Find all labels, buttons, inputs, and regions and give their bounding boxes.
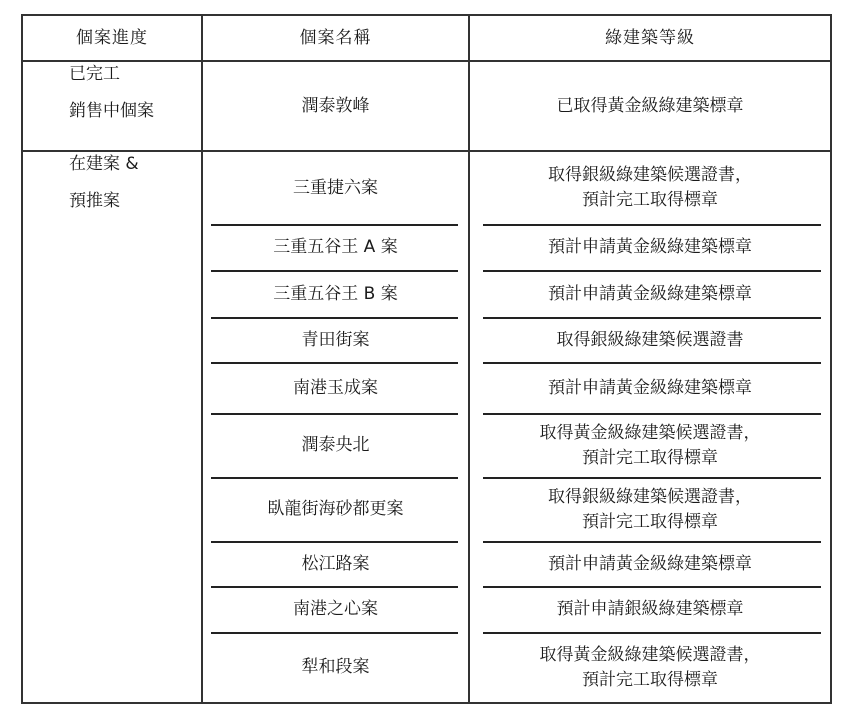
status-in-progress bbox=[69, 152, 199, 702]
grade-line: 取得銀級綠建築候選證書， bbox=[548, 486, 752, 507]
status-line: 銷售中個案 bbox=[69, 101, 154, 121]
header-status: 個案進度 bbox=[76, 27, 148, 48]
green-grade-cell: 已取得黃金級綠建築標章 bbox=[556, 95, 744, 116]
green-grade-cell: 預計申請銀級綠建築標章 bbox=[556, 599, 744, 619]
green-grade-cell: 預計申請黃金級綠建築標章 bbox=[548, 377, 752, 398]
project-name-cell: 三重五谷王 B 案 bbox=[273, 283, 398, 304]
grade-line: 預計完工取得標章 bbox=[582, 669, 718, 690]
green-building-table bbox=[21, 14, 832, 704]
green-grade-cell: 預計申請黃金級綠建築標章 bbox=[548, 553, 752, 574]
green-grade-cell: 取得銀級綠建築候選證書 bbox=[556, 329, 744, 350]
green-grade-cell: 預計申請黃金級綠建築標章 bbox=[548, 283, 752, 304]
status-line: 已完工 bbox=[69, 64, 120, 84]
green-grade-cell bbox=[470, 414, 830, 477]
green-grade-cell: 預計申請黃金級綠建築標章 bbox=[548, 237, 752, 257]
header-green-grade: 綠建築等級 bbox=[605, 27, 695, 48]
project-name-cell: 青田街案 bbox=[301, 329, 370, 350]
grade-line: 預計完工取得標章 bbox=[582, 190, 718, 210]
grade-line: 取得黃金級綠建築候選證書， bbox=[539, 644, 761, 665]
grade-line: 取得黃金級綠建築候選證書， bbox=[539, 422, 761, 443]
project-name-cell: 南港之心案 bbox=[293, 599, 378, 619]
project-name-cell: 潤泰敦峰 bbox=[301, 95, 370, 116]
grade-line: 預計完工取得標章 bbox=[582, 511, 718, 532]
project-name-cell: 三重五谷王 A 案 bbox=[273, 237, 398, 257]
green-grade-cell bbox=[470, 478, 830, 541]
status-line: 在建案 & bbox=[69, 154, 139, 174]
status-completed bbox=[69, 62, 199, 150]
project-name-cell: 犁和段案 bbox=[301, 657, 370, 677]
project-name-cell: 南港玉成案 bbox=[293, 377, 378, 398]
green-grade-cell bbox=[470, 152, 830, 224]
grade-line: 預計完工取得標章 bbox=[582, 447, 718, 468]
project-name-cell: 潤泰央北 bbox=[301, 435, 370, 455]
project-name-cell: 松江路案 bbox=[301, 553, 370, 574]
green-grade-cell bbox=[470, 633, 830, 702]
grade-line: 取得銀級綠建築候選證書， bbox=[548, 165, 752, 185]
project-name-cell: 臥龍街海砂都更案 bbox=[267, 499, 404, 519]
project-name-cell: 三重捷六案 bbox=[293, 177, 378, 198]
status-line: 預推案 bbox=[69, 191, 120, 211]
header-project-name: 個案名稱 bbox=[299, 27, 372, 48]
